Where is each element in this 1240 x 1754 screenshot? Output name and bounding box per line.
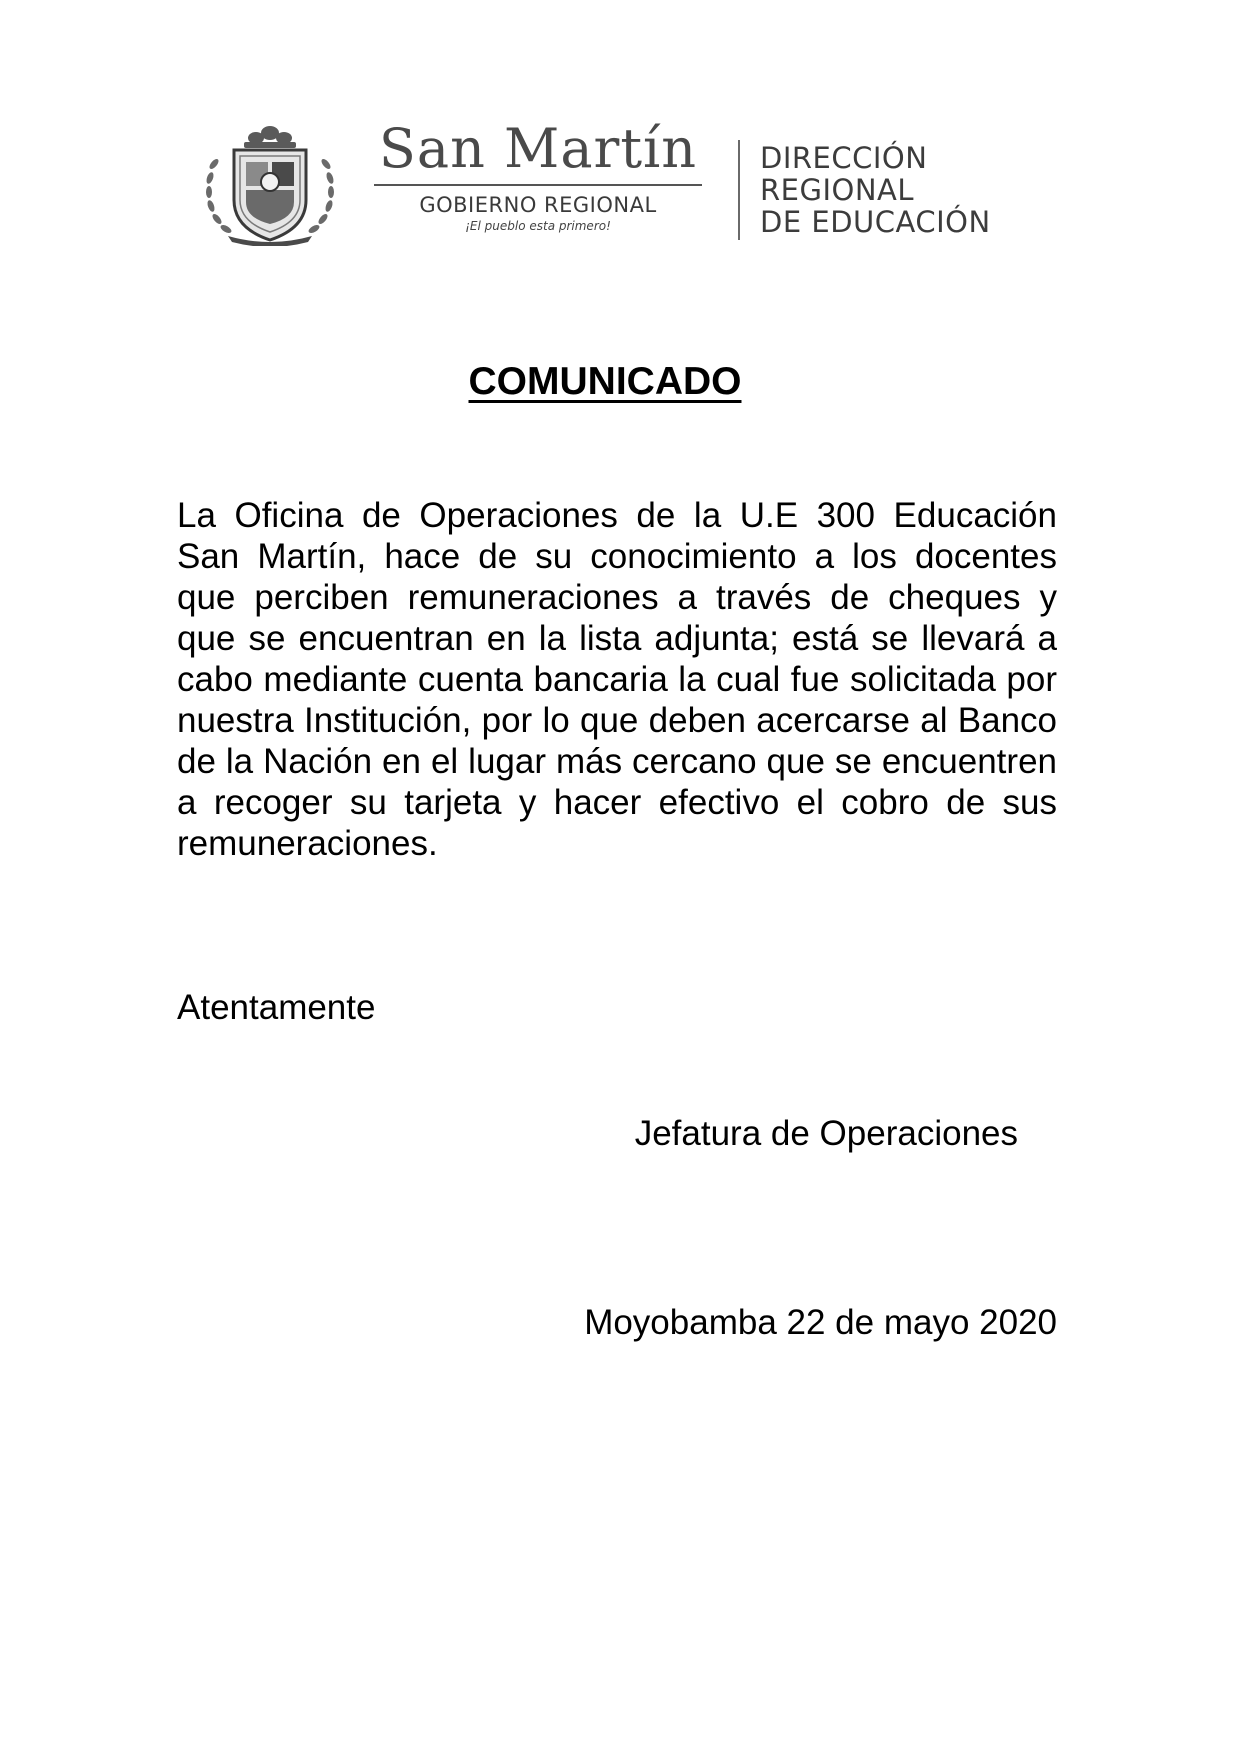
letterhead [200,118,1040,248]
brand-subtitle: GOBIERNO REGIONAL [419,193,657,217]
department-line-1: DIRECCIÓN [760,141,928,175]
brand-rule [374,184,702,186]
regional-coat-of-arms-icon [200,124,340,246]
closing-salutation: Atentamente [177,988,376,1027]
document-title-text: COMUNICADO [468,360,742,403]
brand-motto: ¡El pueblo esta primero! [465,219,611,233]
department-line-2: REGIONAL [760,173,915,207]
document-title [0,359,1210,405]
document-body: La Oficina de Operaciones de la U.E 300 Educación San Martín, hace de su conocimiento a los docentes que perciben remuneraciones a través de cheques y que se encuentran en la lista adjunta; está se llevará a cabo mediante cuenta bancaria la cual fue solicitada por nuestra Institución, por lo que deben acercarse al Banco de la Nación en el lugar más cercano que se encuentren a recoger su tarjeta y hacer efectivo el cobro de sus remuneraciones. [177,496,1057,863]
place-and-date: Moyobamba 22 de mayo 2020 [584,1303,1057,1342]
brand-block [368,118,708,234]
department-line-3: DE EDUCACIÓN [760,205,991,239]
signature-block: Jefatura de Operaciones [634,1114,1018,1153]
letterhead-divider [738,140,740,240]
department-name [760,142,991,238]
brand-name: San Martín [378,117,698,180]
